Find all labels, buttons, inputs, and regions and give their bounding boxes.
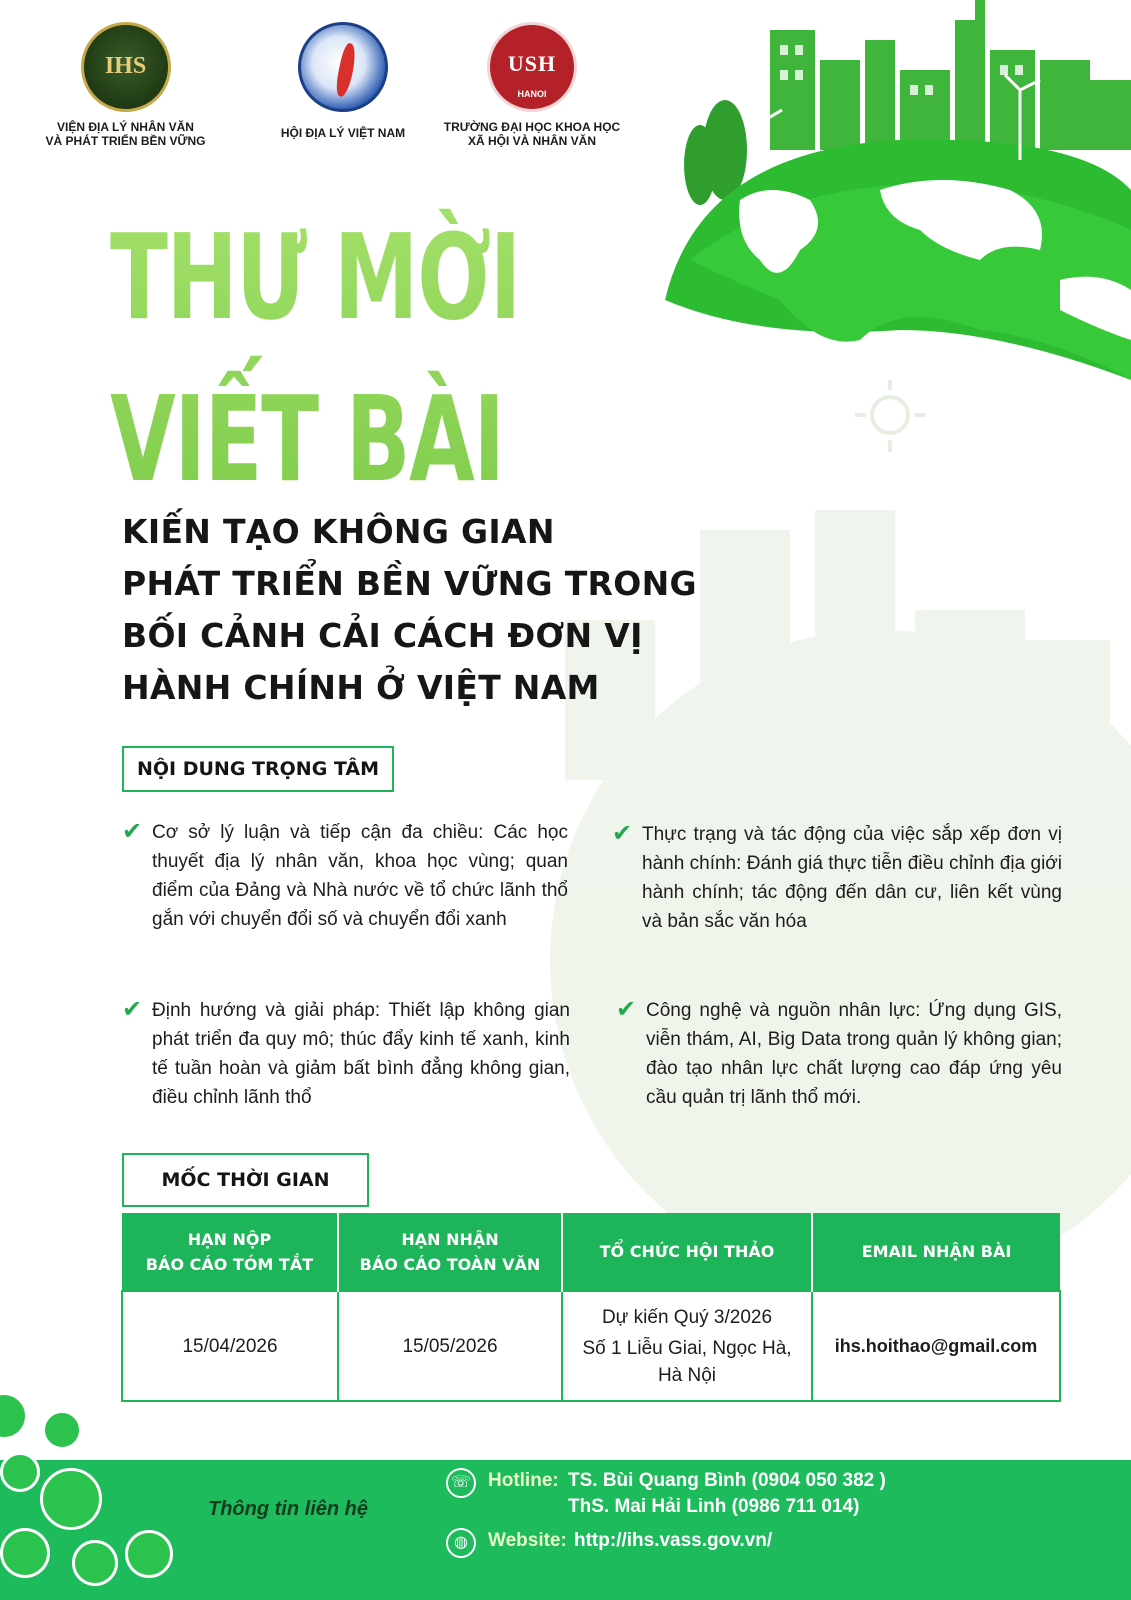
timeline-section-label: MỐC THỜI GIAN — [122, 1153, 369, 1207]
ihs-caption-line1: VIỆN ĐỊA LÝ NHÂN VĂN — [57, 120, 194, 134]
check-icon: ✔ — [612, 820, 633, 847]
page-title — [110, 196, 520, 520]
eco-house-icon — [72, 1540, 118, 1586]
hotline-label: Hotline: — [488, 1470, 559, 1491]
hoi-dia-ly-caption: HỘI ĐỊA LÝ VIỆT NAM — [280, 126, 406, 140]
hotline-contact-2[interactable]: ThS. Mai Hải Linh (0986 711 014) — [568, 1496, 860, 1517]
hoi-dia-ly-logo — [258, 22, 428, 140]
vietnam-map-icon — [334, 42, 359, 98]
conference-city: Hà Nội — [657, 1364, 717, 1386]
focus-section-label: NỘI DUNG TRỌNG TÂM — [122, 746, 394, 792]
website-link[interactable]: http://ihs.vass.gov.vn/ — [574, 1530, 773, 1551]
fullpaper-deadline-value: 15/05/2026 — [338, 1291, 562, 1401]
globe-icon: ◍ — [446, 1528, 476, 1558]
timeline-table — [121, 1213, 1061, 1402]
title-line-1: THƯ MỜI — [110, 208, 520, 346]
subtitle-line-1: KIẾN TẠO KHÔNG GIAN — [122, 512, 555, 551]
ussh-logo-mark: USH — [507, 51, 557, 76]
ihs-logo — [38, 22, 213, 148]
timeline-value-row — [122, 1291, 1060, 1401]
focus-item — [616, 996, 1062, 1112]
ihs-caption-line2: VÀ PHÁT TRIỂN BỀN VỮNG — [45, 134, 206, 148]
ussh-logo-caption — [442, 120, 622, 148]
header-conference — [562, 1213, 812, 1291]
ussh-logo-sub: HANOI — [517, 89, 547, 99]
header-line: HẠN NỘP — [187, 1229, 272, 1249]
leaves-icon — [40, 1468, 102, 1530]
page-subtitle — [122, 506, 722, 714]
leaf-icon — [0, 1452, 40, 1492]
ihs-logo-emblem — [81, 22, 171, 112]
subtitle-line-4: HÀNH CHÍNH Ở VIỆT NAM — [122, 668, 600, 707]
check-icon: ✔ — [122, 818, 143, 845]
ussh-logo-emblem — [487, 22, 577, 112]
conference-address: Số 1 Liễu Giai, Ngọc Hà, — [582, 1337, 792, 1359]
header-line: EMAIL NHẬN BÀI — [861, 1242, 1012, 1261]
contact-label: Thông tin liên hệ — [208, 1498, 368, 1520]
header-line: BÁO CÁO TÓM TẮT — [145, 1254, 314, 1274]
focus-item-text: Định hướng và giải pháp: Thiết lập không gian phát triển đa quy mô; thúc đẩy kinh tế xanh, kinh tế tuần hoàn và giảm bất bình đẳng không gian, điều chỉnh lãnh thổ — [152, 1000, 570, 1108]
hotline-contact-1[interactable]: TS. Bùi Quang Bình (0904 050 382 ) — [568, 1470, 886, 1491]
ussh-caption-line2: XÃ HỘI VÀ NHÂN VĂN — [467, 134, 596, 148]
focus-item — [122, 996, 570, 1112]
ihs-logo-mark: IHS — [104, 53, 147, 79]
subtitle-line-2: PHÁT TRIỂN BỀN VỮNG TRONG — [122, 564, 697, 603]
subtitle-line-3: BỐI CẢNH CẢI CÁCH ĐƠN VỊ — [122, 616, 643, 655]
header-email — [812, 1213, 1060, 1291]
ussh-caption-line1: TRƯỜNG ĐẠI HỌC KHOA HỌC — [443, 120, 621, 134]
header-fullpaper-deadline — [338, 1213, 562, 1291]
header-line: TỔ CHỨC HỘI THẢO — [599, 1242, 775, 1261]
focus-item — [122, 818, 568, 934]
check-icon: ✔ — [122, 996, 143, 1023]
recycle-icon — [0, 1528, 50, 1578]
phone-icon: ☏ — [446, 1468, 476, 1498]
check-icon: ✔ — [616, 996, 637, 1023]
ussh-logo — [442, 22, 622, 148]
focus-item-text: Công nghệ và nguồn nhân lực: Ứng dụng GIS, viễn thám, AI, Big Data trong quản lý không gian; đào tạo nhân lực chất lượng cao đáp ứng yêu cầu quản trị lãnh thổ mới. — [646, 1000, 1062, 1108]
header-line: BÁO CÁO TOÀN VĂN — [359, 1254, 541, 1274]
ihs-logo-caption — [38, 120, 213, 148]
email-link[interactable]: ihs.hoithao@gmail.com — [812, 1291, 1060, 1401]
focus-item — [612, 820, 1062, 936]
website-label: Website: — [488, 1530, 567, 1551]
conference-value — [562, 1291, 812, 1401]
water-drop-icon — [42, 1410, 82, 1450]
focus-item-text: Thực trạng và tác động của việc sắp xếp đơn vị hành chính: Đánh giá thực tiễn điều chỉnh địa giới hành chính; tác động đến dân cư, liên kết vùng và bản sắc văn hóa — [642, 824, 1062, 932]
abstract-deadline-value: 15/04/2026 — [122, 1291, 338, 1401]
title-line-2: VIẾT BÀI — [110, 370, 504, 508]
header-abstract-deadline — [122, 1213, 338, 1291]
recycle-leaf-icon — [125, 1530, 173, 1578]
header-line: HẠN NHẬN — [401, 1229, 499, 1249]
focus-item-text: Cơ sở lý luận và tiếp cận đa chiều: Các học thuyết địa lý nhân văn, khoa học vùng; quan điểm của Đảng và Nhà nước về tổ chức lãnh thổ gắn với chuyển đổi số và chuyển đổi xanh — [152, 822, 568, 930]
timeline-header-row — [122, 1213, 1060, 1291]
conference-date: Dự kiến Quý 3/2026 — [601, 1306, 773, 1328]
globe-emblem-icon — [298, 22, 388, 112]
